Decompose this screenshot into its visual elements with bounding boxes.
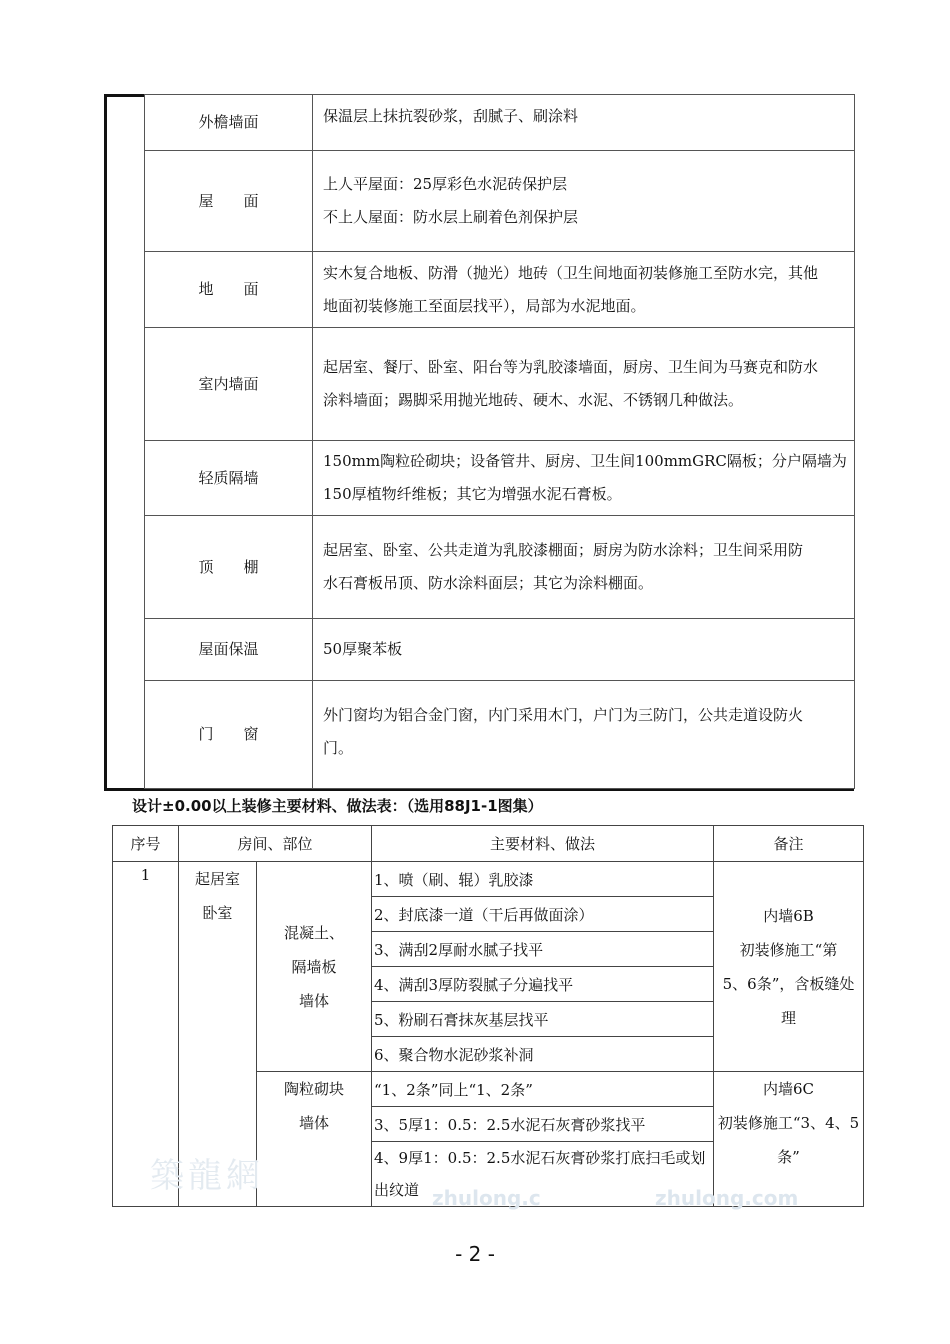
- header-note: 备注: [714, 826, 864, 862]
- note-cell: 内墙6B 初装修施工“第 5、6条”，含板缝处 理: [714, 862, 864, 1072]
- material-item: 3、满刮2厚耐水腻子找平: [372, 932, 714, 967]
- header-seq: 序号: [113, 826, 179, 862]
- note-cell: 内墙6C 初装修施工“3、4、5 条”: [714, 1072, 864, 1207]
- watermark-url: zhulong.com: [655, 1186, 799, 1210]
- table-row: [145, 441, 855, 516]
- row-label: 外檐墙面: [145, 95, 313, 151]
- table-row: [145, 95, 855, 151]
- seq-cell: 1: [113, 862, 179, 1207]
- page-number: - 2 -: [455, 1242, 495, 1266]
- table-border-top: [104, 94, 144, 97]
- row-value: 保温层上抹抗裂砂浆，刮腻子、刷涂料: [313, 95, 855, 151]
- header-room: 房间、部位: [179, 826, 372, 862]
- table-row: [113, 862, 864, 897]
- table-row: [145, 328, 855, 441]
- spec-rows: [144, 94, 855, 789]
- row-label: 顶 棚: [145, 516, 313, 619]
- watermark-url: zhulong.c: [432, 1186, 541, 1210]
- material-item: 1、喷（刷、辊）乳胶漆: [372, 862, 714, 897]
- material-item: 4、满刮3厚防裂腻子分遍找平: [372, 967, 714, 1002]
- row-label: 门 窗: [145, 681, 313, 789]
- material-item: 2、封底漆一道（干后再做面涂）: [372, 897, 714, 932]
- table-border-left: [104, 94, 107, 791]
- material-item: “1、2条”同上“1、2条”: [372, 1072, 714, 1107]
- material-item: 4、9厚1：0.5：2.5水泥石灰膏砂浆打底扫毛或划出纹道: [372, 1142, 714, 1207]
- row-label: 屋面保温: [145, 619, 313, 681]
- row-value: 50厚聚苯板: [313, 619, 855, 681]
- row-value: 150mm陶粒砼砌块；设备管井、厨房、卫生间100mmGRC隔板；分户隔墙为 150厚植物纤维板；其它为增强水泥石膏板。: [313, 441, 855, 516]
- part-cell: 陶粒砌块 墙体: [257, 1072, 372, 1207]
- material-item: 6、聚合物水泥砂浆补洞: [372, 1037, 714, 1072]
- header-materials: 主要材料、做法: [372, 826, 714, 862]
- row-value: 实木复合地板、防滑（抛光）地砖（卫生间地面初装修施工至防水完，其他 地面初装修施工至面层找平），局部为水泥地面。: [313, 252, 855, 328]
- table-row: [145, 681, 855, 789]
- table-row: [145, 252, 855, 328]
- material-item: 5、粉刷石膏抹灰基层找平: [372, 1002, 714, 1037]
- watermark-logo: 築龍網: [150, 1156, 264, 1196]
- table-header-row: [113, 826, 864, 862]
- row-label: 地 面: [145, 252, 313, 328]
- table-row: [145, 619, 855, 681]
- row-label: 室内墙面: [145, 328, 313, 441]
- table-row: [145, 151, 855, 252]
- row-value: 起居室、卧室、公共走道为乳胶漆棚面；厨房为防水涂料；卫生间采用防 水石膏板吊顶、防水涂料面层；其它为涂料棚面。: [313, 516, 855, 619]
- table-caption: 设计±0.00以上装修主要材料、做法表：（选用88J1-1图集）: [132, 797, 543, 815]
- part-cell: 混凝土、 隔墙板 墙体: [257, 862, 372, 1072]
- row-label: 屋 面: [145, 151, 313, 252]
- row-value: 外门窗均为铝合金门窗，内门采用木门，户门为三防门，公共走道设防火 门。: [313, 681, 855, 789]
- room-cell: 起居室 卧室: [179, 862, 257, 1207]
- material-item: 3、5厚1：0.5：2.5水泥石灰膏砂浆找平: [372, 1107, 714, 1142]
- row-label: 轻质隔墙: [145, 441, 313, 516]
- table-row: [145, 516, 855, 619]
- row-value: 上人平屋面：25厚彩色水泥砖保护层 不上人屋面：防水层上刷着色剂保护层: [313, 151, 855, 252]
- construction-spec-table: [104, 94, 854, 791]
- row-value: 起居室、餐厅、卧室、阳台等为乳胶漆墙面，厨房、卫生间为马赛克和防水 涂料墙面；踢脚采用抛光地砖、硬木、水泥、不锈钢几种做法。: [313, 328, 855, 441]
